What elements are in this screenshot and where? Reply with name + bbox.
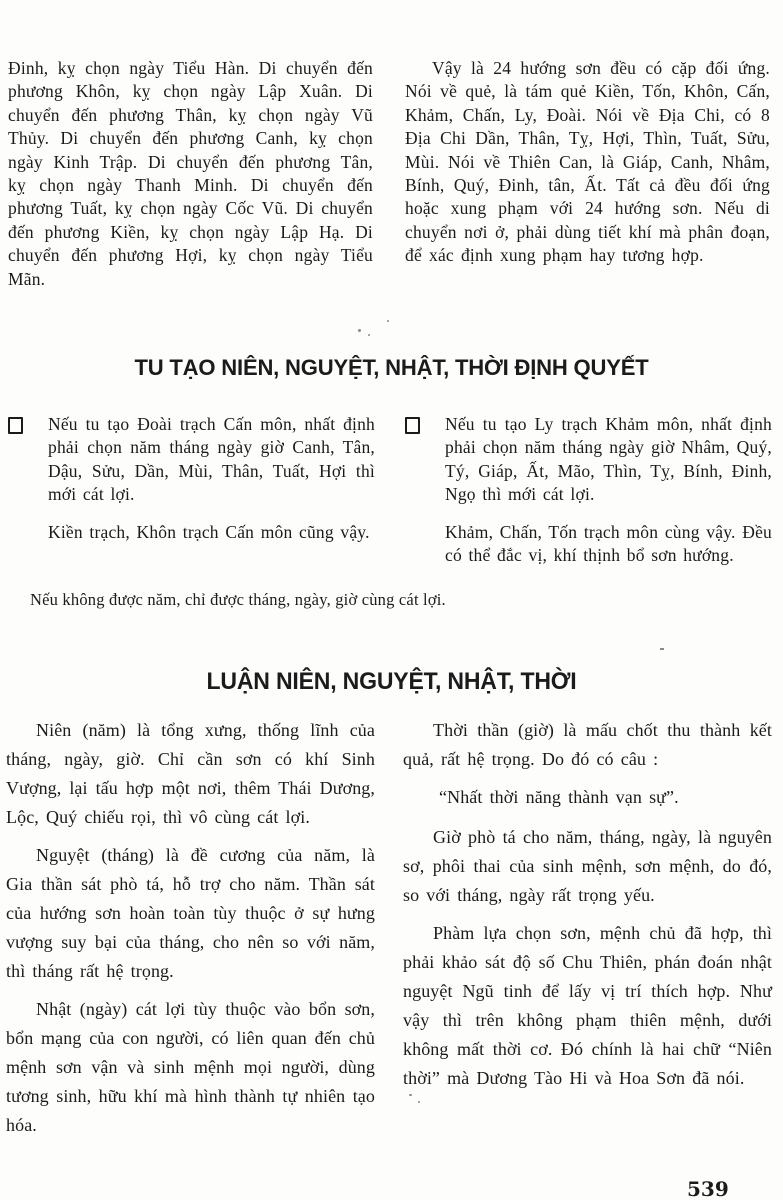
scan-speck — [409, 1094, 412, 1096]
paragraph-pham-lua-chon: Phàm lựa chọn sơn, mệnh chủ đã hợp, thì phải khảo sát độ số Chu Thiên, phán đoán nhật nguyệt Ngũ tinh để lấy vị trí thích hợp. Như vậy thì trên không phạm thiên mệnh, dưới không mất thời cơ. Đó chính là hai chữ “Niên thời” mà Dương Tào Hi và Hoa Sơn đã nói. — [403, 923, 772, 1088]
list-item — [405, 413, 772, 567]
top-continuation-section — [8, 57, 770, 291]
bullet-left-paragraph-1: Nếu tu tạo Đoài trạch Cấn môn, nhất định phải chọn năm tháng ngày giờ Canh, Tân, Dậu, Sửu, Dần, Mùi, Thân, Tuất, Hợi thì mới cát lợi. — [48, 414, 375, 505]
bullet-right-paragraph-2: Khảm, Chấn, Tốn trạch môn cùng vậy. Đều có thể đắc vị, khí thịnh bổ sơn hướng. — [445, 521, 772, 566]
paragraph-gio: Giờ phò tá cho năm, tháng, ngày, là nguyên sơ, phôi thai của sinh mệnh, sơn mệnh, do đó, so với tháng, ngày rất trọng yếu. — [403, 827, 772, 905]
quote-line: “Nhất thời năng thành vạn sự”. — [439, 787, 679, 807]
bullet-section — [8, 413, 772, 567]
paragraph-nhat: Nhật (ngày) cát lợi tùy thuộc vào bổn sơn, bổn mạng của con người, có liên quan đến chủ mệnh sơn vận và sinh mệnh mọi người, dùng tương sinh, hữu khí mà hình thành tự nhiên tạo hóa. — [6, 999, 375, 1135]
scan-speck — [358, 329, 361, 332]
section-heading-luan: LUẬN NIÊN, NGUYỆT, NHẬT, THỜI — [206, 668, 577, 695]
top-right-paragraph: Vậy là 24 hướng sơn đều có cặp đối ứng. Nói về quẻ, là tám quẻ Kiền, Tốn, Khôn, Cấn, Khảm, Chấn, Ly, Đoài. Nói về Địa Chi, có 8 Địa Chi Dần, Thân, Tỵ, Hợi, Thìn, Tuất, Sửu, Mùi. Nói về Thiên Can, là Giáp, Canh, Nhâm, Bính, Quý, Đinh, tân, Ất. Tất cả đều đối ứng hoặc xung phạm với 24 hướng sơn. Nếu di chuyển nơi ở, phải dùng tiết khí mà phân đoạn, để xác định xung phạm hay tương hợp. — [405, 58, 770, 266]
paragraph-nguyet: Nguyệt (tháng) là đề cương của năm, là Gia thần sát phò tá, hỗ trợ cho năm. Thần sát của hướng sơn hoàn toàn tùy thuộc ở sự hưng vượng suy bại của tháng, cho nên so với năm, thì tháng rất hệ trọng. — [6, 845, 375, 981]
discussion-left-column — [6, 716, 375, 1149]
bullet-right-paragraph-1: Nếu tu tạo Ly trạch Khảm môn, nhất định phải chọn năm tháng ngày giờ Nhâm, Quý, Tý, Giáp, Ất, Mão, Thìn, Tỵ, Bính, Đinh, Ngọ thì mới cát lợi. — [445, 414, 772, 505]
paragraph-nien: Niên (năm) là tổng xưng, thống lĩnh của tháng, ngày, giờ. Chỉ cần sơn có khí Sinh Vượng, lại tấu hợp một nơi, thêm Thái Dương, Lộc, Quý chiếu rọi, thì vô cùng cát lợi. — [6, 720, 375, 827]
discussion-section — [6, 716, 772, 1149]
checkbox-icon — [8, 417, 23, 434]
note-line: Nếu không được năm, chỉ được tháng, ngày, giờ cùng cát lợi. — [30, 590, 446, 609]
list-item — [8, 413, 375, 567]
paragraph-thoi-than: Thời thần (giờ) là mấu chốt thu thành kết quả, rất hệ trọng. Do đó có câu : — [403, 720, 772, 769]
scan-speck — [418, 1101, 420, 1103]
bullet-left-paragraph-2: Kiền trạch, Khôn trạch Cấn môn cũng vậy. — [48, 521, 370, 542]
top-left-paragraph: Đinh, kỵ chọn ngày Tiểu Hàn. Di chuyển đến phương Khôn, kỵ chọn ngày Lập Xuân. Di chuyển đến phương Thân, kỵ chọn ngày Vũ Thủy. Di chuyển đến phương Canh, kỵ chọn ngày Kinh Trập. Di chuyển đến phương Tân, kỵ chọn ngày Thanh Minh. Di chuyển đến phương Tuất, kỵ chọn ngày Cốc Vũ. Di chuyển đến phương Kiền, kỵ chọn ngày Lập Hạ. Di chuyển đến phương Hợi, kỵ chọn ngày Tiểu Mãn. — [8, 58, 373, 289]
page-number: 539 — [687, 1177, 729, 1200]
section-heading-tu-tao: TU TẠO NIÊN, NGUYỆT, NHẬT, THỜI ĐỊNH QUYẾT — [134, 355, 649, 380]
discussion-right-column — [403, 716, 772, 1149]
checkbox-icon — [405, 417, 420, 434]
scan-speck — [387, 320, 389, 322]
scan-speck — [368, 334, 370, 336]
scan-speck — [660, 648, 664, 650]
